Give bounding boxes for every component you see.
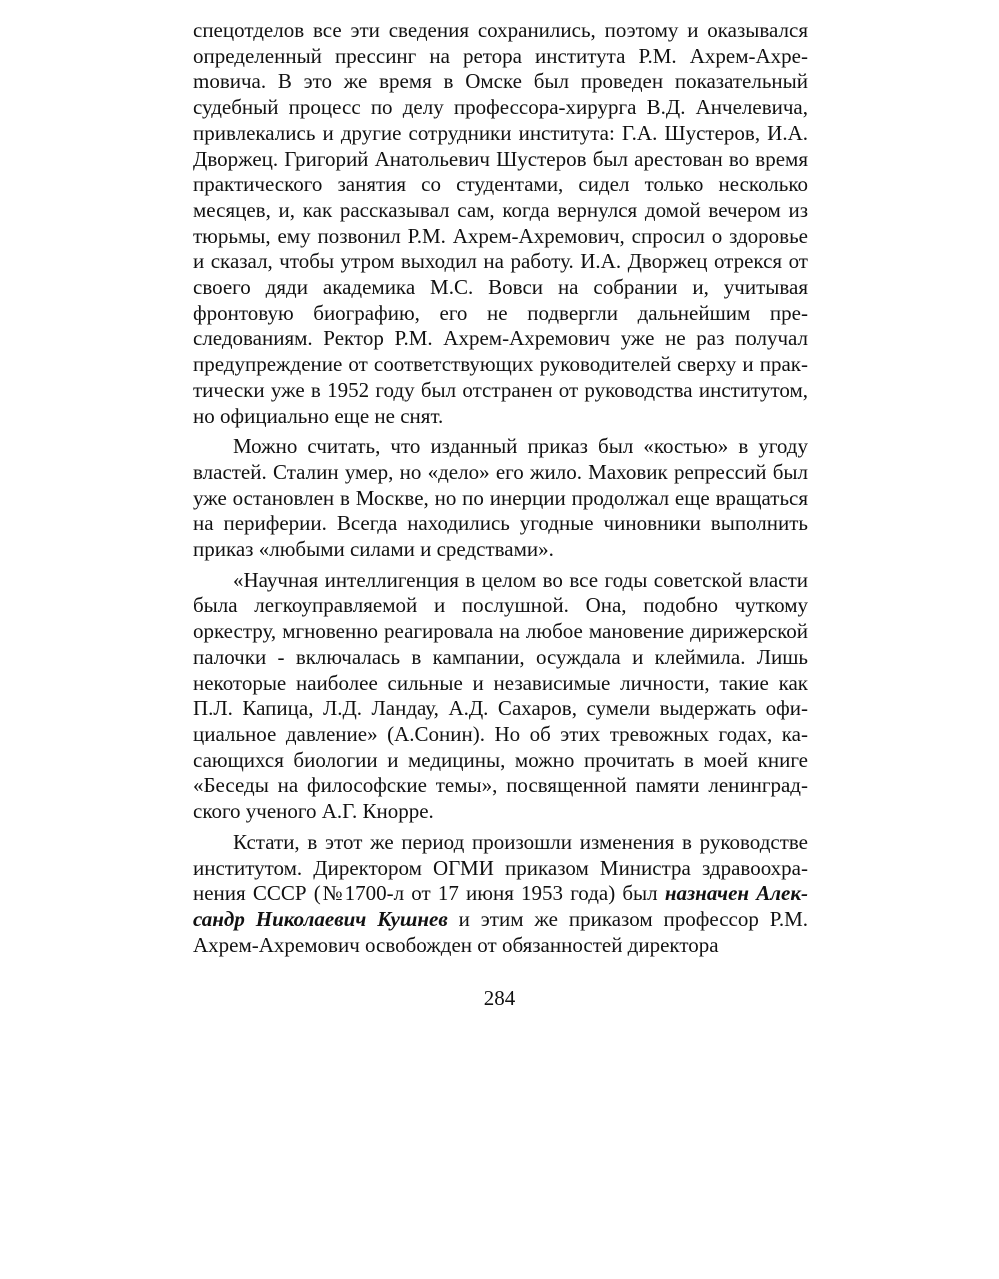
paragraph-scientific-intelligentsia: «Научная интеллигенция в целом во все годы советской власти была легкоуправляемой и послушной. Она, подобно чуткому оркестру, мгновенно реагировала на любое мановение дирижерской палочки - включалась в кампании, осуждала и клеймила. Лишь некоторые наиболее сильные и независимые личности, такие как П.Л. Капица, Л.Д. Ландау, А.Д. Сахаров, сумели выдержать официальное давление» (А.Сонин). Но об этих тревожных годах, касающихся биологии и медицины, можно прочитать в моей книге «Беседы на философские темы», посвященной памяти ленинградского ученого А.Г. Кнорре. bbox=[193, 567, 808, 824]
paragraph-order-bone: Можно считать, что изданный приказ был «костью» в угоду властей. Сталин умер, но «дело» его жило. Маховик репрессий был уже остановлен в Москве, но по инерции продолжал еще вращаться на периферии. Всегда находились угодные чиновники выполнить приказ «любыми силами и средствами». bbox=[193, 434, 808, 562]
page-number: 284 bbox=[483, 986, 516, 1010]
document-page bbox=[193, 18, 808, 958]
paragraph-continuation: спецотделов все эти сведения сохранились, поэтому и оказывался определенный прессинг на ретора института Р.М. Ахрем-Ахреmовича. В это же время в Омске был проведен показательный судебный процесс по делу профессора-хирурга В.Д. Анчелевича, привлекались и другие сотрудники института: Г.А. Шустеров, И.А. Дворжец. Григорий Анатольевич Шустеров был арестован во время практического занятия со студентами, сидел только несколько месяцев, и, как рассказывал сам, когда вернулся домой вечером из тюрьмы, ему позвонил Р.М. Ахрем-Ахремович, спросил о здоровье и сказал, чтобы утром выходил на работу. И.А. Дворжец отрекся от своего дяди академика М.С. Вовси на собрании и, учитывая фронтовую биографию, его не подвергли дальнейшим преследованиям. Ректор Р.М. Ахрем-Ахремович уже не раз получал предупреждение от соответствующих руководителей сверху и практически уже в 1952 году был отстранен от руководства институтом, но официально еще не снят. bbox=[193, 18, 808, 428]
paragraph-leadership-change bbox=[193, 830, 808, 959]
paragraph-leadership-text-start: Кстати, в этот же период произошли изменения в руководстве институтом. Директором ОГМИ приказом Министра здравоохранения СССР (№1700-л от 17 июня 1953 года) был bbox=[193, 829, 808, 906]
appointed-director-emphasis: назначен Александр Николаевич Кушнев bbox=[193, 881, 808, 931]
paragraph-leadership-text-end: и этим же приказом профессор Р.М. Ахрем-Ахремович освобожден от обязанностей директора bbox=[193, 906, 809, 957]
